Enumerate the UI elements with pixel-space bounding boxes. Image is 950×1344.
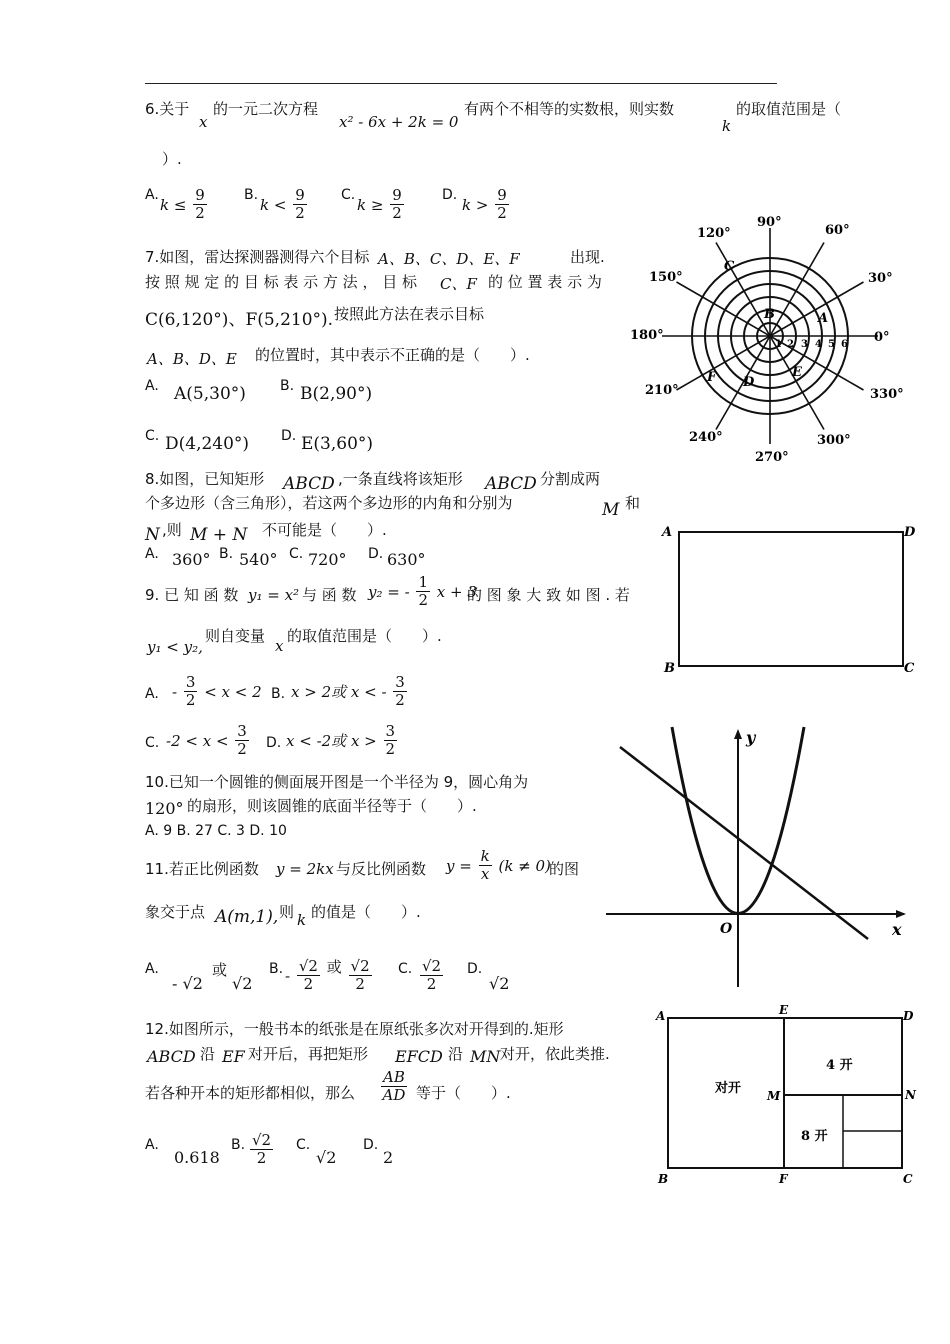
q6-option-b <box>244 187 258 204</box>
q12-abcd: ABCD <box>147 1047 196 1066</box>
expr: - <box>172 682 178 701</box>
point-label-f: F <box>707 370 717 385</box>
q9-option-b <box>291 674 409 710</box>
q6-equation: x² - 6x + 2k = 0 <box>339 113 459 131</box>
angle-label-300: 300° <box>817 433 851 448</box>
q9-option-b-letter: B. <box>271 686 286 702</box>
fraction: $\frac{√2}{2}$ <box>298 957 318 994</box>
expr: x < -2或 x > <box>286 731 377 750</box>
option-expr: k ≤ <box>160 195 187 214</box>
q12-line3-end: 等于（ ）. <box>416 1084 511 1102</box>
q9-option-d <box>286 723 399 759</box>
ring-number-4: 4 <box>815 339 822 350</box>
q7-line1: 7.如图，雷达探测器测得六个目标 <box>145 248 370 266</box>
q12-l2c: 沿 <box>448 1045 464 1063</box>
q11-option-a: - √2 <box>172 974 203 993</box>
expr: -2 < x < <box>166 731 229 750</box>
q7-option-d: E(3,60°) <box>301 434 374 454</box>
q12-option-c: √2 <box>316 1148 337 1167</box>
vertex-c: C <box>903 1172 913 1186</box>
q12-line1: 12.如图所示，一般书本的纸张是在原纸张多次对开得到的.矩形 <box>145 1020 564 1038</box>
q11-f2 <box>446 848 551 884</box>
q8-line2-end: 和 <box>625 494 641 512</box>
q6-option-d-expr <box>462 187 511 223</box>
q8-option-a: 360° <box>172 550 211 569</box>
x-axis-arrow <box>896 910 906 918</box>
option-letter: C. <box>341 187 356 203</box>
ring-number-1: 1 <box>775 339 782 350</box>
fraction: $\frac{9}{2}$ <box>392 186 402 223</box>
q9-option-c-letter: C. <box>145 735 160 751</box>
expr: - <box>285 966 291 985</box>
point-label-b: B <box>764 307 775 322</box>
option-letter: B. <box>244 187 259 203</box>
angle-label-60: 60° <box>825 223 850 238</box>
vertex-d: D <box>904 525 916 540</box>
q8-line3-end: 不可能是（ ）. <box>262 521 387 539</box>
q12-option-a: 0.618 <box>174 1148 220 1167</box>
line-y2 <box>620 747 868 939</box>
q11-line1: 11.若正比例函数 <box>145 860 259 878</box>
angle-label-210: 210° <box>645 383 679 398</box>
q9-mid1: 与 函 数 <box>302 586 357 604</box>
q11-option-b <box>285 958 374 994</box>
q12-option-c-letter: C. <box>296 1137 311 1153</box>
q7-line2: 按 照 规 定 的 目 标 表 示 方 法 ， 目 标 <box>145 273 417 291</box>
ring-number-5: 5 <box>828 339 835 350</box>
fraction: $\frac{√2}{2}$ <box>252 1131 272 1168</box>
q8-n: N <box>145 525 160 545</box>
q6-option-a <box>145 187 159 204</box>
radar-spokes <box>662 228 878 444</box>
q12-l2a: 沿 <box>200 1045 216 1063</box>
q6-stem-3: 有两个不相等的实数根，则实数 <box>464 100 675 118</box>
angle-label-240: 240° <box>689 430 723 445</box>
q11-line2: 象交于点 <box>145 903 206 921</box>
q7-option-c: D(4,240°) <box>165 434 250 454</box>
q12-option-d-letter: D. <box>363 1137 379 1153</box>
vertex-d: D <box>903 1009 914 1023</box>
point-label-a: A <box>818 311 829 326</box>
expr: y₂ = - <box>368 582 410 601</box>
label-8kai: 8 开 <box>801 1129 828 1144</box>
fraction: $\frac{√2}{2}$ <box>422 957 442 994</box>
q12-ef: EF <box>222 1047 245 1066</box>
q8-line1-mid: ,一条直线将该矩形 <box>338 470 463 488</box>
q7-line4-end: 的位置时，其中表示不正确的是（ ）. <box>255 346 530 364</box>
angle-label-90: 90° <box>757 215 782 230</box>
option-letter: D. <box>442 187 458 203</box>
q6-stem-end: ）. <box>162 150 182 168</box>
q6-stem-4: 的取值范围是（ <box>736 100 842 118</box>
fraction: $\frac{9}{2}$ <box>295 186 305 223</box>
q7-option-c-letter: C. <box>145 428 160 444</box>
q8-line2: 个多边形（含三角形），若这两个多边形的内角和分别为 <box>145 494 513 512</box>
option-letter: A. <box>145 187 159 203</box>
rectangle-abcd <box>679 532 903 666</box>
q11-k: k <box>297 911 307 929</box>
q11-line2-end: 的值是（ ）. <box>311 903 421 921</box>
q11-line2-mid: 则 <box>279 903 295 921</box>
fraction: $\frac{AB}{AD}$ <box>382 1068 406 1105</box>
q6-option-c-expr <box>357 187 406 223</box>
radar-figure <box>625 205 915 470</box>
q11-line1-end: 的图 <box>549 860 580 878</box>
q12-efcd: EFCD <box>395 1047 443 1066</box>
ring-number-3: 3 <box>801 339 808 350</box>
vertex-b: B <box>664 661 675 676</box>
q9-line1: 9. 已 知 函 数 <box>145 586 239 604</box>
ring-number-2: 2 <box>787 339 794 350</box>
angle-label-30: 30° <box>868 271 893 286</box>
fraction: $\frac{1}{2}$ <box>418 573 428 610</box>
fraction: $\frac{3}{2}$ <box>395 673 405 710</box>
q12-line3: 若各种开本的矩形都相似，那么 <box>145 1084 356 1102</box>
or-text: 或 <box>326 958 342 976</box>
q6-option-a-expr <box>160 187 209 223</box>
q7-option-b: B(2,90°) <box>300 384 373 404</box>
q12-option-b-letter: B. <box>231 1137 246 1153</box>
q12-l2d: 对开，依此类推. <box>500 1045 610 1063</box>
label-duikai: 对开 <box>715 1081 742 1096</box>
fraction: $\frac{k}{x}$ <box>480 847 490 884</box>
q8-line1: 8.如图，已知矩形 <box>145 470 265 488</box>
expr: x > 2或 x < - <box>291 682 387 701</box>
q8-abcd2: ABCD <box>485 474 537 494</box>
fraction: $\frac{√2}{2}$ <box>350 957 370 994</box>
q8-option-c: 720° <box>308 550 347 569</box>
q7-line2-end: 的 位 置 表 示 为 <box>488 273 602 291</box>
q10-line1: 10.已知一个圆锥的侧面展开图是一个半径为 9，圆心角为 <box>145 773 529 791</box>
q7-option-a: A(5,30°) <box>174 384 246 404</box>
q11-option-a-or: 或 <box>212 961 228 979</box>
q11-option-c <box>418 958 445 994</box>
q8-option-a-letter: A. <box>145 546 159 562</box>
y-axis-label: y <box>746 728 756 747</box>
q6-var-k: k <box>722 117 732 135</box>
option-expr: k > <box>462 195 489 214</box>
vertex-f: F <box>779 1172 788 1186</box>
origin-label: O <box>720 921 733 937</box>
ring-number-6: 6 <box>841 339 848 350</box>
q12-option-a-letter: A. <box>145 1137 159 1153</box>
q11-option-b-letter: B. <box>269 961 284 977</box>
q12-l2b: 对开后，再把矩形 <box>248 1045 369 1063</box>
q8-option-b-letter: B. <box>219 546 234 562</box>
angle-label-270: 270° <box>755 450 789 465</box>
q9-line2: 则自变量 <box>205 627 266 645</box>
q11-mid: 与反比例函数 <box>336 860 427 878</box>
q7-line1-end: 出现. <box>570 248 605 266</box>
q11-option-a-letter: A. <box>145 961 159 977</box>
q6-option-b-expr <box>260 187 309 223</box>
q10-angle: 120° <box>145 799 184 818</box>
q10-line2: 的扇形，则该圆锥的底面半径等于（ ）. <box>187 797 477 815</box>
fraction: $\frac{3}{2}$ <box>185 673 196 710</box>
q8-mn: M + N <box>190 525 248 545</box>
angle-label-0: 0° <box>874 330 890 345</box>
expr: < x < 2 <box>204 682 262 701</box>
q8-option-d: 630° <box>387 550 426 569</box>
vertex-b: B <box>658 1172 669 1186</box>
q11-option-c-letter: C. <box>398 961 413 977</box>
q8-option-b: 540° <box>239 550 278 569</box>
q6-stem-2: 的一元二次方程 <box>213 100 319 118</box>
expr: y = <box>446 856 472 875</box>
q9-y2 <box>368 574 477 610</box>
angle-label-180: 180° <box>630 328 664 343</box>
q11-f1: y = 2kx <box>276 860 334 878</box>
q8-line3-mid: ,则 <box>162 521 182 539</box>
vertex-a: A <box>656 1009 666 1023</box>
angle-label-120: 120° <box>697 226 731 241</box>
function-graph <box>600 725 920 995</box>
vertex-m: M <box>767 1089 781 1103</box>
q6-var-x: x <box>199 113 208 131</box>
rectangle-figure <box>660 520 920 680</box>
fraction: $\frac{9}{2}$ <box>195 186 205 223</box>
q6-option-c <box>341 187 355 204</box>
q8-m: M <box>602 500 620 520</box>
q6-stem-1: 6.关于 <box>145 100 190 118</box>
vertex-n: N <box>905 1088 916 1102</box>
x-axis-label: x <box>892 920 902 939</box>
q8-line1-end: 分割成两 <box>540 470 601 488</box>
q6-option-d <box>442 187 457 204</box>
q8-option-c-letter: C. <box>289 546 304 562</box>
q7-option-b-letter: B. <box>280 378 295 394</box>
q10-options: A. 9 B. 27 C. 3 D. 10 <box>145 823 287 839</box>
q11-pt: A(m,1), <box>215 907 279 927</box>
header-rule <box>145 83 777 84</box>
q8-option-d-letter: D. <box>368 546 384 562</box>
fraction: $\frac{3}{2}$ <box>237 722 247 759</box>
q11-option-d: √2 <box>489 974 510 993</box>
q7-targets: A、B、C、D、E、F <box>378 250 520 268</box>
paper-figure <box>655 1003 920 1188</box>
q9-option-a <box>172 674 262 710</box>
point-label-d: D <box>743 375 755 390</box>
q7-option-a-letter: A. <box>145 378 159 394</box>
q11-option-d-letter: D. <box>467 961 483 977</box>
q11-option-a-2: √2 <box>232 974 253 993</box>
q7-option-d-letter: D. <box>281 428 297 444</box>
q7-targets2: A、B、D、E <box>147 350 237 368</box>
q12-ratio <box>379 1069 409 1105</box>
point-label-c: C <box>724 259 735 274</box>
q9-ineq: y₁ < y₂, <box>147 638 203 656</box>
option-expr: k < <box>260 195 287 214</box>
q9-line1-end: 的 图 象 大 致 如 图 . 若 <box>467 586 630 604</box>
q9-option-c <box>166 723 251 759</box>
q8-abcd: ABCD <box>283 474 335 494</box>
vertex-c: C <box>904 661 915 676</box>
angle-label-150: 150° <box>649 270 683 285</box>
q7-cpos: C(6,120°)、F(5,210°). <box>145 310 334 330</box>
q7-cf: C、F <box>440 275 477 293</box>
expr: (k ≠ 0) <box>498 856 551 875</box>
point-label-e: E <box>792 365 802 380</box>
vertex-e: E <box>779 1003 789 1017</box>
q12-option-d: 2 <box>383 1148 394 1167</box>
q9-x: x <box>275 637 284 655</box>
y-axis-arrow <box>734 729 742 739</box>
vertex-a: A <box>662 525 673 540</box>
q7-line3-end: 按照此方法在表示目标 <box>334 305 485 323</box>
expr: x + 3 <box>436 582 477 601</box>
label-4kai: 4 开 <box>826 1058 853 1073</box>
q12-option-b <box>248 1132 275 1168</box>
q12-mn: MN <box>470 1047 501 1066</box>
q9-option-d-letter: D. <box>266 735 282 751</box>
angle-label-330: 330° <box>870 387 904 402</box>
q9-line2-end: 的取值范围是（ ）. <box>287 627 442 645</box>
q9-option-a-letter: A. <box>145 686 159 702</box>
fraction: $\frac{9}{2}$ <box>497 186 507 223</box>
option-expr: k ≥ <box>357 195 384 214</box>
q9-y1: y₁ = x² <box>248 586 300 604</box>
fraction: $\frac{3}{2}$ <box>385 722 396 759</box>
